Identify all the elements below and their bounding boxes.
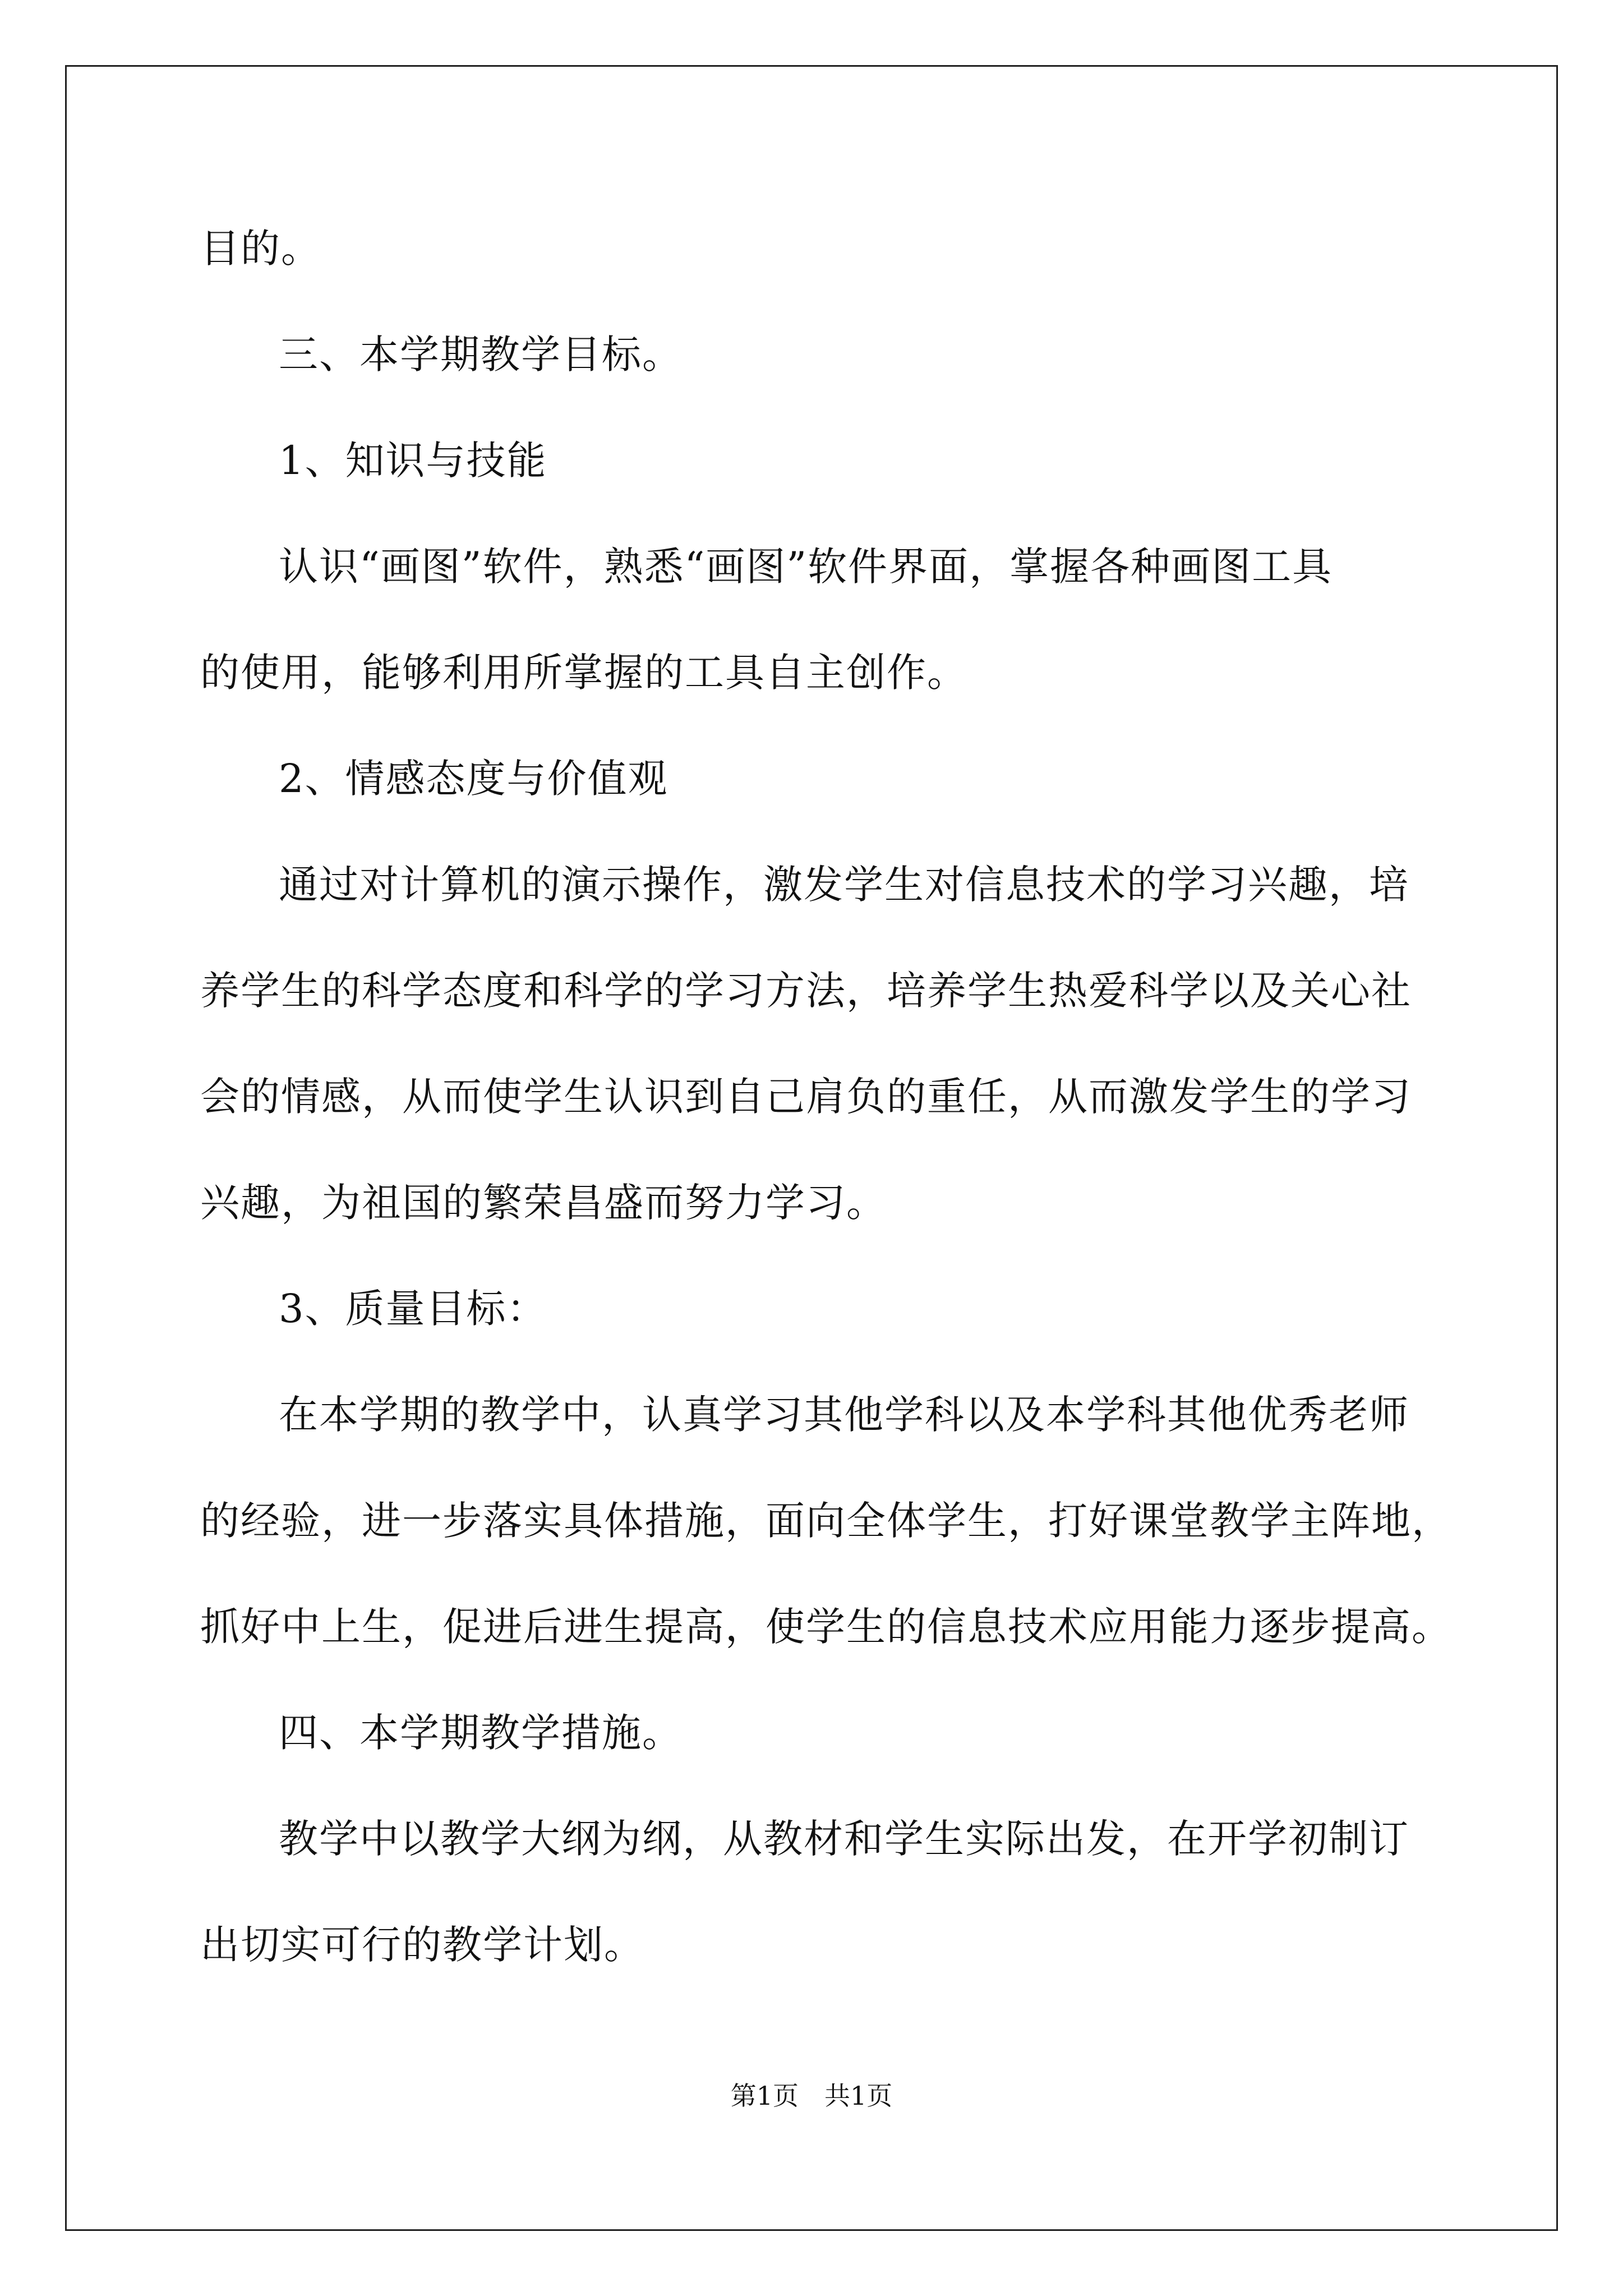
paragraph-line: 的经验，进一步落实具体措施，面向全体学生，打好课堂教学主阵地，: [200, 1498, 1452, 1544]
paragraph-line: 养学生的科学态度和科学的学习方法，培养学生热爱科学以及关心社: [200, 968, 1412, 1014]
paragraph-line: 的使用，能够利用所掌握的工具自主创作。: [200, 650, 967, 696]
subsection-heading: 2、情感态度与价值观: [279, 756, 668, 802]
paragraph-line: 认识“画图”软件，熟悉“画图”软件界面，掌握各种画图工具: [279, 544, 1333, 590]
paragraph-line: 在本学期的教学中，认真学习其他学科以及本学科其他优秀老师: [279, 1392, 1409, 1438]
paragraph-line: 兴趣，为祖国的繁荣昌盛而努力学习。: [200, 1180, 887, 1226]
page-border: [65, 65, 1558, 2231]
text-line: 目的。: [200, 226, 321, 272]
subsection-heading: 3、质量目标：: [279, 1286, 547, 1332]
paragraph-line: 抓好中上生，促进后进生提高，使学生的信息技术应用能力逐步提高。: [200, 1604, 1452, 1650]
paragraph-line: 通过对计算机的演示操作，激发学生对信息技术的学习兴趣，培: [279, 862, 1409, 908]
paragraph-line: 出切实可行的教学计划。: [200, 1922, 644, 1968]
section-heading: 三、本学期教学目标。: [279, 332, 683, 378]
paragraph-line: 教学中以教学大纲为纲，从教材和学生实际出发，在开学初制订: [279, 1816, 1409, 1862]
page-footer: 第1页 共1页: [730, 2081, 893, 2111]
paragraph-line: 会的情感，从而使学生认识到自己肩负的重任，从而激发学生的学习: [200, 1074, 1412, 1120]
section-heading: 四、本学期教学措施。: [279, 1710, 683, 1756]
subsection-heading: 1、知识与技能: [279, 438, 547, 484]
